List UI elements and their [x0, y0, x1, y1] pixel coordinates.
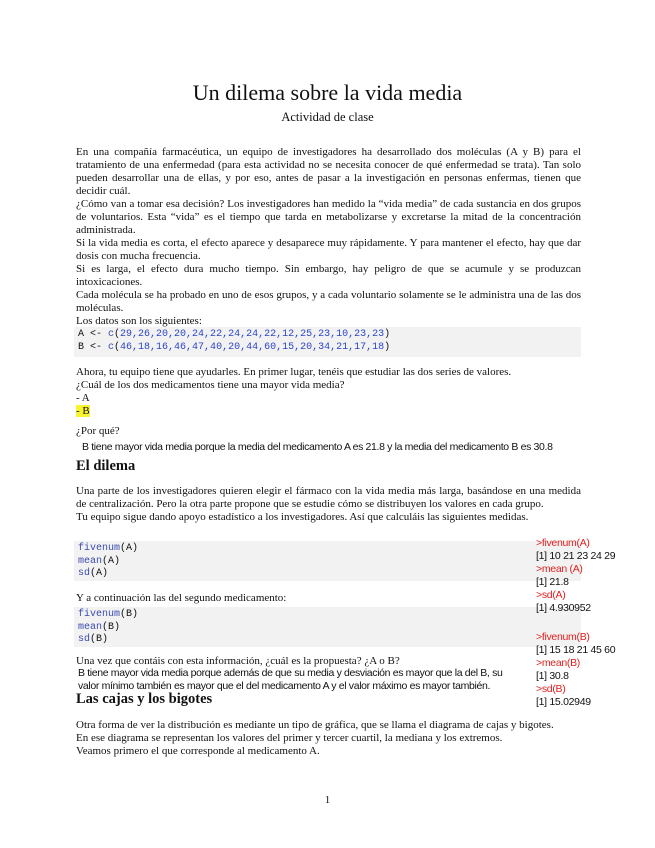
r-command: >sd(B)	[536, 683, 566, 695]
code-block-a: fivenum(A) mean(A) sd(A)	[74, 541, 581, 581]
cajas-paragraph: Otra forma de ver la distribución es mediante un tipo de gráfica, que se llama el diagrama de cajas y bigotes.	[76, 719, 554, 731]
question-block	[76, 366, 581, 418]
r-result: [1] 21.8	[536, 576, 569, 588]
proposal-question: Una vez que contáis con esta información, ¿cuál es la propuesta? ¿A o B?	[76, 655, 400, 667]
r-command: >fivenum(B)	[536, 631, 590, 643]
values-a: 29,26,20,20,24,22,24,24,22,12,25,23,10,23,23	[120, 329, 385, 340]
dilema-paragraph: Una parte de los investigadores quieren elegir el fármaco con la vida media más larga, basándose en una medida de centralización. Pero la otra parte propone que se estudie cómo se distribuyen los valores en cada grupo.	[76, 485, 581, 510]
r-result: [1] 15 18 21 45 60	[536, 644, 616, 656]
cajas-paragraph: En ese diagrama se representan los valores del primer y tercer cuartil, la mediana y los extremos.	[76, 732, 503, 744]
page-number: 1	[324, 794, 331, 806]
r-console-output	[536, 537, 615, 709]
code-block-b: fivenum(B) mean(B) sd(B)	[74, 607, 581, 647]
r-command: >sd(A)	[536, 589, 566, 601]
values-b: 46,18,16,46,47,40,20,44,60,15,20,34,21,17,18	[120, 341, 385, 353]
r-result: [1] 30.8	[536, 670, 569, 682]
r-command: >mean(B)	[536, 657, 580, 669]
section-heading-dilema: El dilema	[76, 458, 136, 474]
intro-paragraph: En una compañía farmacéutica, un equipo de investigadores ha desarrollado dos moléculas (A y B) para el tratamiento de una enfermedad (para esta actividad no se necesita conocer de qué enfermedad se trata). Tan solo pueden desarrollar una de ellas, y por eso, antes de pasar a la investigación en personas enfermas, tienen que decidir cuál.	[76, 146, 581, 197]
question-line: Ahora, tu equipo tiene que ayudarles. En primer lugar, tenéis que estudiar las dos series de valores.	[76, 366, 512, 378]
intro-paragraph: Los datos son los siguientes:	[76, 315, 202, 327]
r-command: >mean (A)	[536, 563, 583, 575]
proposal-answer: B tiene mayor vida media porque además de que su media y desviación es mayor que la del B, su valor mínimo también es mayor que el del medicamento A y el valor máximo es mayor también.	[78, 667, 503, 692]
between-text: Y a continuación las del segundo medicamento:	[76, 592, 287, 604]
r-command: >fivenum(A)	[536, 537, 590, 549]
page-subtitle: Actividad de clase	[281, 110, 374, 124]
why-label: ¿Por qué?	[76, 425, 120, 437]
code-line-a: A <- c(29,26,20,20,24,22,24,24,22,12,25,23,10,23,23)	[78, 329, 391, 340]
intro-paragraph: Cada molécula se ha probado en uno de esos grupos, y a cada voluntario solamente se le administra una de las dos moléculas.	[76, 289, 581, 314]
intro-paragraph: Si es larga, el efecto dura mucho tiempo. Sin embargo, hay peligro de que se acumule y se produzcan intoxicaciones.	[76, 263, 581, 288]
intro-paragraph: ¿Cómo van a tomar esa decisión? Los investigadores han medido la “vida media” de cada sustancia en dos grupos de voluntarios. Esta “vida” es el tiempo que tarda en metabolizarse y excretarse la mitad de la concentración administrada.	[76, 198, 581, 236]
why-answer: B tiene mayor vida media porque la media del medicamento A es 21.8 y la media del medicamento B es 30.8	[82, 441, 553, 453]
data-code-block	[74, 327, 581, 357]
section-heading-cajas: Las cajas y los bigotes	[76, 691, 213, 707]
code-line-b: B <- c(46,18,16,46,47,40,20,44,60,15,20,34,21,17,18)	[78, 341, 391, 353]
r-result: [1] 15.02949	[536, 696, 591, 708]
option-b-selected: - B	[76, 405, 90, 417]
intro-paragraph: Si la vida media es corta, el efecto aparece y desaparece muy rápidamente. Y para mantener el efecto, hay que dar dosis con mucha frecuencia.	[76, 237, 581, 262]
r-result: [1] 4.930952	[536, 602, 591, 614]
option-a: - A	[76, 392, 90, 404]
dilema-text	[76, 485, 581, 524]
r-result: [1] 10 21 23 24 29	[536, 550, 616, 562]
question-line: ¿Cuál de los dos medicamentos tiene una mayor vida media?	[76, 379, 345, 391]
cajas-text	[76, 719, 581, 758]
dilema-paragraph: Tu equipo sigue dando apoyo estadístico a los investigadores. Así que calculáis las siguientes medidas.	[76, 511, 529, 523]
page-title: Un dilema sobre la vida media	[192, 80, 463, 105]
cajas-paragraph: Veamos primero el que corresponde al medicamento A.	[76, 745, 320, 757]
intro-text	[76, 146, 581, 328]
